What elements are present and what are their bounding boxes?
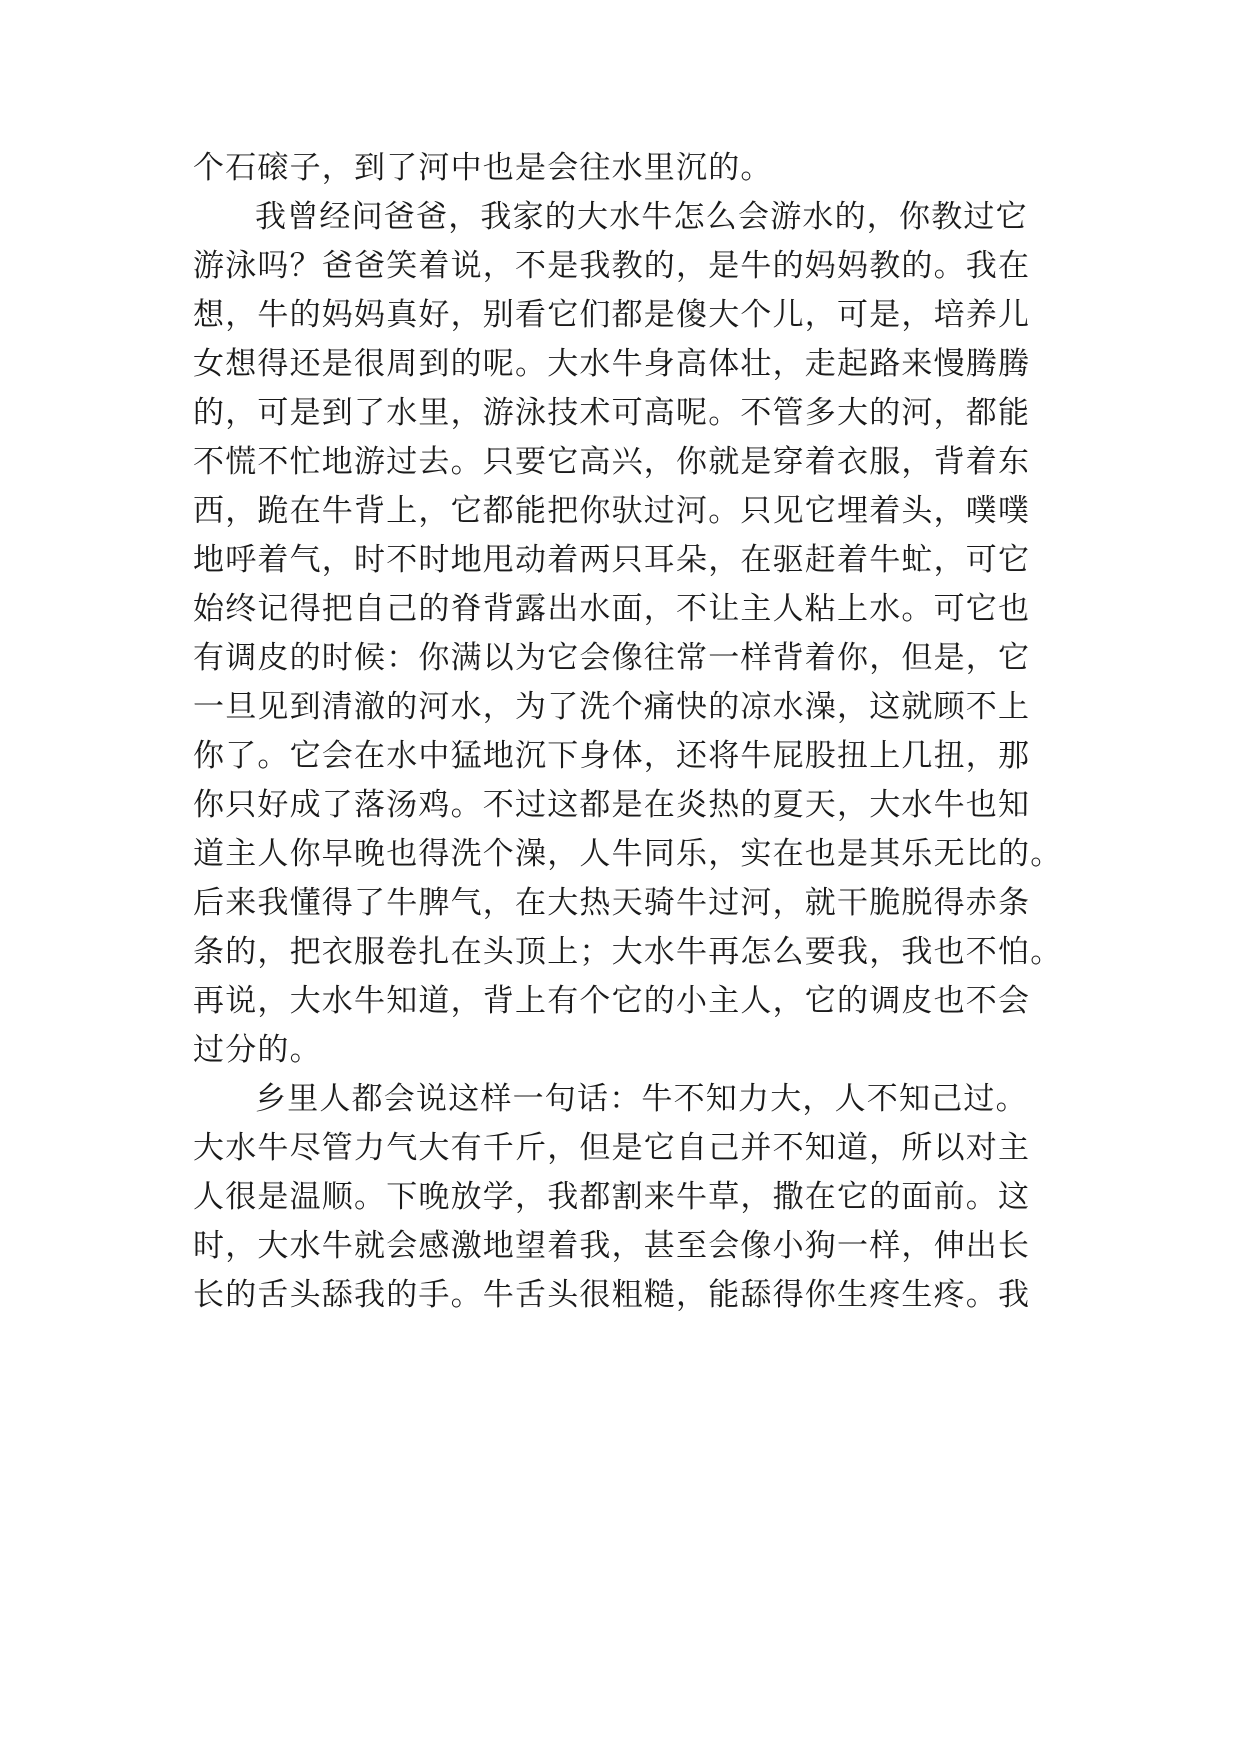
text-line: 人很是温顺。下晚放学，我都割来牛草，撒在它的面前。这 bbox=[193, 1179, 1031, 1215]
paragraph-first-line: 我曾经问爸爸，我家的大水牛怎么会游水的，你教过它 bbox=[255, 199, 1028, 235]
text-line: 西，跪在牛背上，它都能把你驮过河。只见它埋着头，噗噗 bbox=[193, 493, 1031, 529]
text-line: 的，可是到了水里，游泳技术可高呢。不管多大的河，都能 bbox=[193, 395, 1031, 431]
text-line: 道主人你早晚也得洗个澡，人牛同乐，实在也是其乐无比的。 bbox=[193, 836, 1063, 872]
text-line: 女想得还是很周到的呢。大水牛身高体壮，走起路来慢腾腾 bbox=[193, 346, 1031, 382]
text-line: 游泳吗？爸爸笑着说，不是我教的，是牛的妈妈教的。我在 bbox=[193, 248, 1031, 284]
text-line: 你了。它会在水中猛地沉下身体，还将牛屁股扭上几扭，那 bbox=[193, 738, 1031, 774]
text-line: 始终记得把自己的脊背露出水面，不让主人粘上水。可它也 bbox=[193, 591, 1031, 627]
text-line: 大水牛尽管力气大有千斤，但是它自己并不知道，所以对主 bbox=[193, 1130, 1031, 1166]
text-line: 条的，把衣服卷扎在头顶上；大水牛再怎么要我，我也不怕。 bbox=[193, 934, 1063, 970]
text-line: 再说，大水牛知道，背上有个它的小主人，它的调皮也不会 bbox=[193, 983, 1031, 1019]
text-line: 过分的。 bbox=[193, 1032, 322, 1068]
paragraph-first-line: 乡里人都会说这样一句话：牛不知力大，人不知己过。 bbox=[255, 1081, 1028, 1117]
text-line: 长的舌头舔我的手。牛舌头很粗糙，能舔得你生疼生疼。我 bbox=[193, 1277, 1031, 1313]
text-line: 想，牛的妈妈真好，别看它们都是傻大个儿，可是，培养儿 bbox=[193, 297, 1031, 333]
text-line: 后来我懂得了牛脾气，在大热天骑牛过河，就干脆脱得赤条 bbox=[193, 885, 1031, 921]
text-line: 你只好成了落汤鸡。不过这都是在炎热的夏天，大水牛也知 bbox=[193, 787, 1031, 823]
text-line: 不慌不忙地游过去。只要它高兴，你就是穿着衣服，背着东 bbox=[193, 444, 1031, 480]
text-line: 地呼着气，时不时地甩动着两只耳朵，在驱赶着牛虻，可它 bbox=[193, 542, 1031, 578]
text-line: 有调皮的时候：你满以为它会像往常一样背着你，但是，它 bbox=[193, 640, 1031, 676]
text-line: 个石磙子，到了河中也是会往水里沉的。 bbox=[193, 150, 773, 186]
text-line: 时，大水牛就会感激地望着我，甚至会像小狗一样，伸出长 bbox=[193, 1228, 1031, 1264]
text-line: 一旦见到清澈的河水，为了洗个痛快的凉水澡，这就顾不上 bbox=[193, 689, 1031, 725]
